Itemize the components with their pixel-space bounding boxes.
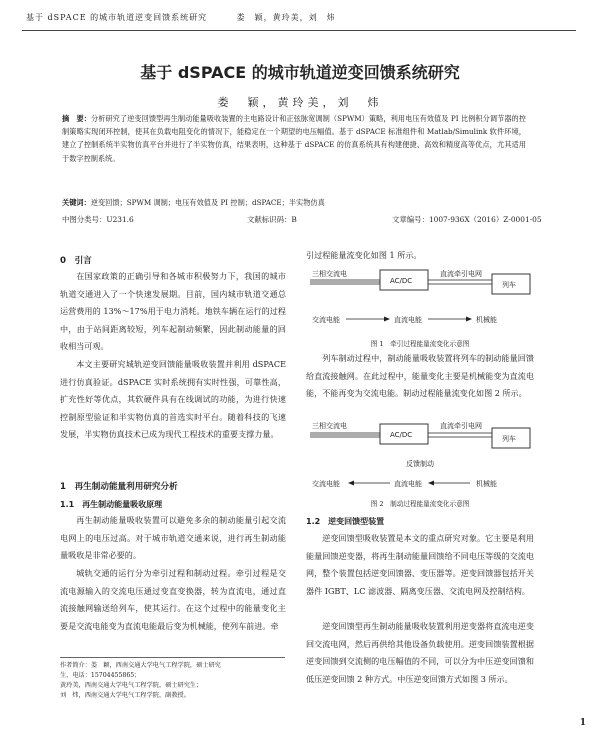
section-1-2-heading: 1.2 逆变回馈型装置 <box>306 517 385 526</box>
abstract <box>62 112 526 165</box>
keywords-text: 逆变回馈；SPWM 调制；电压有效值及 PI 控制；dSPACE；半实物仿真 <box>90 198 325 207</box>
keywords-label: 关键词： <box>62 198 91 207</box>
figure-1-caption: 图 1 牵引过程能量流变化示意图 <box>370 340 470 348</box>
figure-1-traction-energy-flow <box>306 266 534 334</box>
fig2-ac-grid-label: 三相交流电 <box>312 422 347 430</box>
figure-2-braking-energy-flow <box>306 418 534 494</box>
paper-authors: 娄 颖，黄玲美，刘 炜 <box>217 96 383 109</box>
fig1-train-label: 列车 <box>502 281 516 289</box>
clc-number: 中图分类号：U231.6 <box>62 215 134 224</box>
paper-title: 基于 dSPACE 的城市轨道逆变回馈系统研究 <box>140 63 460 82</box>
header-authors: 娄 颖，黄玲美，刘 炜 <box>236 13 336 22</box>
fig1-ac-energy-label: 交流电能 <box>312 316 340 324</box>
keywords <box>62 198 532 208</box>
fig2-feedback-label: 反馈制动 <box>406 460 434 468</box>
intro-paragraph-1: 在国家政策的正确引导和各城市积极努力下，我国的城市轨道交通进入了一个快速发展期。目前，国内城市轨道交通总运营费用的 13%～17%用于电力消耗。地铁车辆在运行的过程中，由于站间距离较短，列车起制动频繁，因此制动能量的回收相当可观。 <box>60 271 286 351</box>
fig1-dc-net-label: 直流牵引电网 <box>440 270 482 278</box>
footnote-line: 作者简介：娄 颖，西南交通大学电气工程学院，硕士研究 <box>60 662 221 669</box>
fig1-dc-energy-label: 直流电能 <box>394 316 422 324</box>
section-1-2-paragraph-2: 逆变回馈型再生制动能量吸收装置利用逆变器将直流电逆变回交流电网，然后再供给其他设备负载使用。逆变回馈装置根据逆变回馈到交流侧的电压幅值的不同，可以分为中压逆变回馈和低压逆变回馈 2 种方式。中压逆变回馈方式如图 3 所示。 <box>306 621 534 684</box>
section-1-1-paragraph-1: 再生制动能量吸收装置可以避免多余的制动能量引起交流电网上的电压过高。对于城市轨道交通来说，进行再生制动能量吸收是非常必要的。 <box>60 515 286 560</box>
fig1-acdc-label: AC/DC <box>390 277 413 285</box>
footnote-line: 刘 炜，西南交通大学电气工程学院，副教授。 <box>60 692 190 699</box>
abstract-label: 摘 要： <box>62 114 91 123</box>
fig2-mech-energy-label: 机械能 <box>476 480 497 488</box>
abstract-text: 分析研究了逆变回馈型再生制动能量吸收装置的主电路设计和正弦脉宽调制（SPWM）策略，利用电压有效值及 PI 比例积分调节器的控制策略实现闭环控制，使其在负载电阻变化的情况下，能稳定在一个期望的电压幅值。基于 dSPACE 标准组件和 Matlab/Simulink 软件环境，建立了控制系统半实物仿真平台并进行了半实物仿真，结果表明，这种基于 dSPACE 的仿真系统具有构建便捷、高效和精度高等优点，尤其适用于数字控制系统。 <box>62 114 526 163</box>
section-1-2-paragraph-1: 逆变回馈型吸收装置是本文的重点研究对象。它主要是利用能量回馈逆变器，将再生制动能量回馈给不同电压等级的交流电网，整个装置包括逆变回馈器、变压器等。逆变回馈器包括开关器件 IGBT、LC 滤波器、隔离变压器、交流电网及控制结构。 <box>306 533 534 596</box>
header-rule <box>22 30 576 31</box>
footnote-line: 生，电话：15704455865； <box>60 672 141 679</box>
section-intro-heading: 0 引言 <box>60 256 92 266</box>
fig2-train-label: 列车 <box>502 435 516 443</box>
fig2-acdc-label: AC/DC <box>390 431 413 439</box>
figure-2-caption: 图 2 制动过程能量流变化示意图 <box>370 500 470 508</box>
intro-paragraph-2: 本文主要研究城轨逆变回馈能量吸收装置并利用 dSPACE 进行仿真验证。dSPACE 实时系统拥有实时性强，可靠性高，扩充性好等优点，其软硬件具有在线调试的功能，为进行快速控制原型验证和半实物仿真的首选实时平台。随着科技的飞速发展，半实物仿真技术已成为现代工程技术的重要支撑力量。 <box>60 359 286 439</box>
section-1-1-paragraph-2: 城轨交通的运行分为牵引过程和制动过程。牵引过程是交流电源输入的交流电压通过变直变换器，转为直流电，通过直流接触网输送给列车，使其运行。在这个过程中的能量变化主要是交流电能变为直流电能最后变为机械能，使列车前进。牵 <box>60 568 286 631</box>
fig2-dc-net-label: 直流牵引电网 <box>440 422 482 430</box>
fig1-intro: 引过程能量流变化如图 1 所示。 <box>306 250 422 260</box>
header-journal: 基于 dSPACE 的城市轨道逆变回馈系统研究 <box>26 13 208 22</box>
running-header <box>26 12 362 23</box>
section-1-1-heading: 1.1 再生制动能量吸收原理 <box>60 500 163 509</box>
fig2-dc-energy-label: 直流电能 <box>394 480 422 488</box>
fig2-ac-energy-label: 交流电能 <box>312 480 340 488</box>
page-number: 1 <box>579 718 586 728</box>
article-number: 文章编号：1007-936X（2016）Z-0001-05 <box>392 215 542 224</box>
right-paragraph-braking: 列车制动过程中，制动能量吸收装置将列车的制动能量回馈给直流接触网。在此过程中，能量变化主要是机械能变为直流电能，不能再变为交流电能。制动过程能量流变化如图 2 所示。 <box>306 353 534 398</box>
fig1-ac-grid-label: 三相交流电 <box>312 270 347 278</box>
footnotes <box>60 657 285 701</box>
section-1-heading: 1 再生制动能量利用研究分析 <box>60 482 178 492</box>
fig1-mech-energy-label: 机械能 <box>476 316 497 324</box>
footnote-line: 黄玲美，西南交通大学电气工程学院，硕士研究生； <box>60 682 203 689</box>
doc-code: 文献标识码：B <box>247 215 297 224</box>
